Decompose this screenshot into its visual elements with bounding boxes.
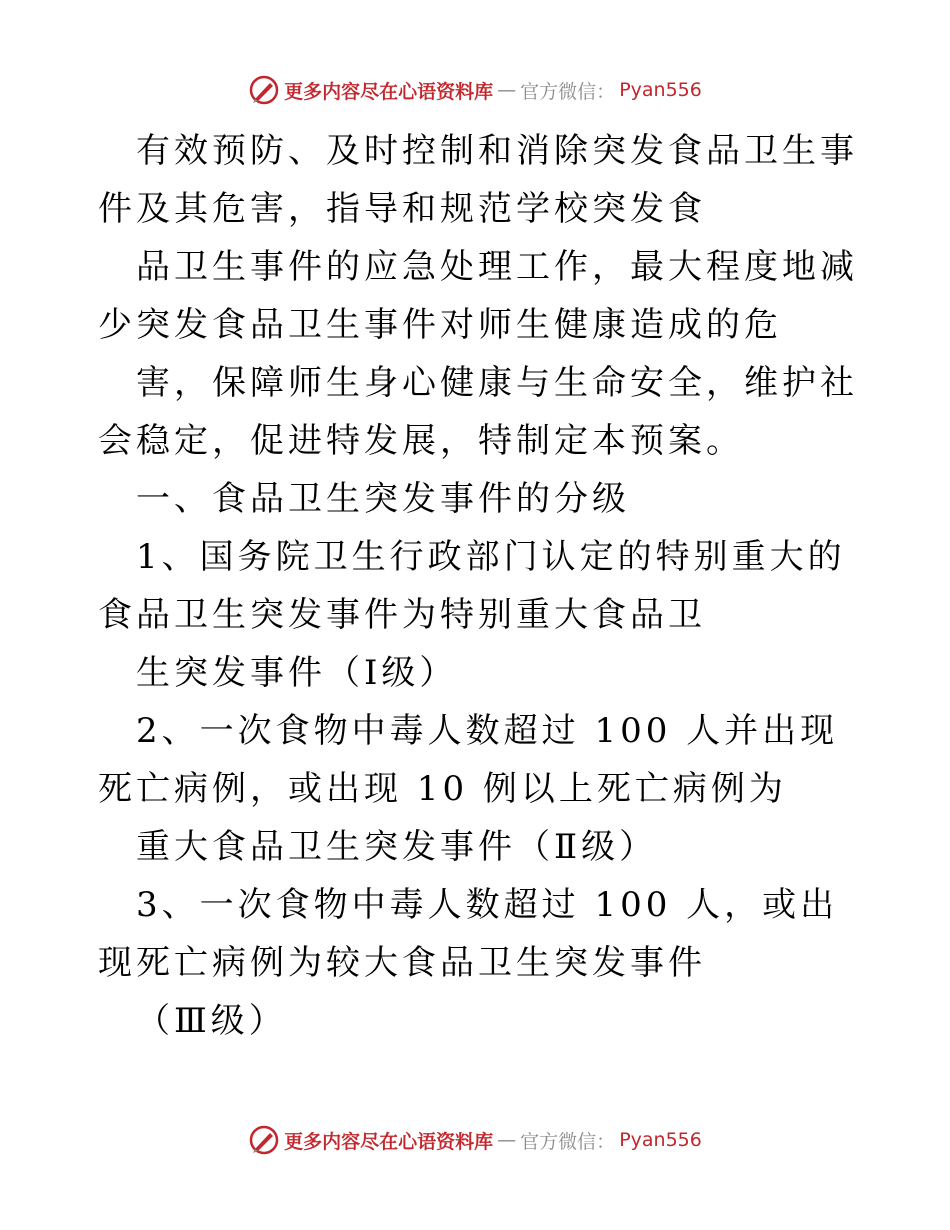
paragraph-level-3: 3、一次食物中毒人数超过 100 人，或出现死亡病例为较大食品卫生突发事件	[98, 885, 839, 983]
watermark-contact-label: 官方微信：	[520, 1130, 616, 1153]
watermark-contact-id: Pyan556	[619, 1129, 702, 1151]
watermark-contact-label: 官方微信：	[520, 80, 616, 103]
paragraph-2: 品卫生事件的应急处理工作，最大程度地减少突发食品卫生事件对师生健康造成的危	[98, 247, 858, 345]
paragraph-level-2: 2、一次食物中毒人数超过 100 人并出现死亡病例，或出现 10 例以上死亡病例为	[98, 711, 839, 809]
pen-logo-icon	[248, 1124, 280, 1156]
paragraph-level-1: 1、国务院卫生行政部门认定的特别重大的食品卫生突发事件为特别重大食品卫	[98, 537, 846, 635]
watermark-site-name: 更多内容尽在心语资料库	[284, 80, 494, 103]
paragraph-1: 有效预防、及时控制和消除突发食品卫生事件及其危害，指导和规范学校突发食	[98, 131, 858, 229]
footer-watermark	[0, 1124, 950, 1156]
paragraph-level-2-cont: 重大食品卫生突发事件（Ⅱ级）	[136, 827, 658, 867]
document-body	[98, 122, 858, 1050]
paragraph-3: 害，保障师生身心健康与生命安全，维护社会稳定，促进特发展，特制定本预案。	[98, 363, 858, 461]
watermark-contact-id: Pyan556	[619, 79, 702, 101]
watermark-dash: —	[497, 1129, 517, 1151]
section-heading-1: 一、食品卫生突发事件的分级	[136, 479, 630, 519]
watermark-site-name: 更多内容尽在心语资料库	[284, 1130, 494, 1153]
pen-logo-icon	[248, 74, 280, 106]
paragraph-level-3-cont: （Ⅲ级）	[136, 1001, 287, 1041]
paragraph-level-1-cont: 生突发事件（Ⅰ级）	[136, 653, 458, 693]
header-watermark	[0, 74, 950, 106]
watermark-dash: —	[497, 79, 517, 101]
